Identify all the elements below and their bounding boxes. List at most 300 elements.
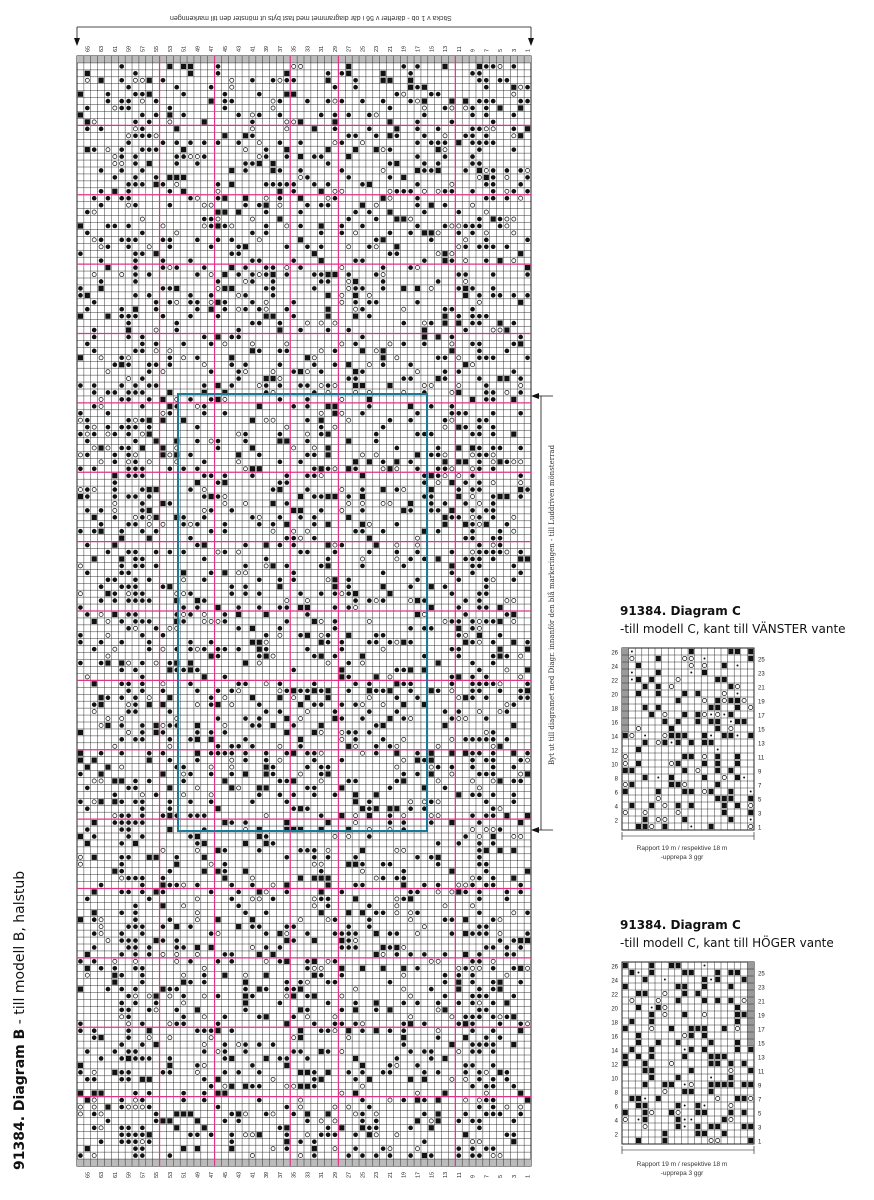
stitch-filled — [257, 591, 262, 596]
stitch-filled — [112, 577, 117, 582]
stitch-dot — [690, 1119, 692, 1121]
stitch-square — [284, 1021, 289, 1026]
stitch-filled — [223, 106, 228, 111]
stitch-filled — [346, 931, 351, 936]
stitch-filled — [511, 293, 516, 298]
stitch-filled — [477, 1119, 482, 1124]
stitch-filled — [477, 987, 482, 992]
stitch-filled — [154, 529, 159, 534]
stitch-square — [291, 508, 296, 513]
stitch-filled — [450, 647, 455, 652]
stitch-filled — [133, 314, 138, 319]
stitch-filled — [284, 1105, 289, 1110]
stitch-filled — [229, 584, 234, 589]
stitch-square — [312, 993, 317, 998]
stitch-filled — [112, 487, 117, 492]
stitch-filled — [195, 307, 200, 312]
stitch-filled — [188, 300, 193, 305]
stitch-filled — [415, 120, 420, 125]
stitch-filled — [477, 897, 482, 902]
stitch-filled — [484, 577, 489, 582]
stitch-square — [456, 626, 461, 631]
stitch-filled — [202, 557, 207, 562]
stitch-filled — [223, 675, 228, 680]
stitch-filled — [360, 182, 365, 187]
stitch-square — [312, 619, 317, 624]
stitch-square — [456, 425, 461, 430]
stitch-square — [167, 1118, 172, 1123]
stitch-filled — [436, 279, 441, 284]
stitch-square — [160, 418, 165, 423]
stitch-filled — [491, 515, 496, 520]
stitch-filled — [126, 466, 131, 471]
stitch-filled — [85, 494, 90, 499]
stitch-filled — [353, 342, 358, 347]
row-number-left: 2 — [614, 1132, 618, 1139]
col-number-bottom: 43 — [236, 1171, 243, 1178]
stitch-square — [511, 431, 516, 436]
stitch-dot — [750, 819, 752, 821]
stitch-filled — [470, 1146, 475, 1151]
stitch-square — [92, 820, 97, 825]
stitch-filled — [264, 231, 269, 236]
col-number-bottom: 1 — [525, 1174, 532, 1178]
stitch-filled — [505, 737, 510, 742]
stitch-filled — [112, 598, 117, 603]
stitch-square — [742, 719, 747, 724]
stitch-filled — [401, 1042, 406, 1047]
stitch-filled — [477, 480, 482, 485]
stitch-filled — [470, 1021, 475, 1026]
stitch-filled — [202, 217, 207, 222]
stitch-square — [629, 1047, 634, 1052]
stitch-square — [160, 501, 165, 506]
stitch-square — [470, 397, 475, 402]
stitch-filled — [401, 772, 406, 777]
stitch-filled — [195, 841, 200, 846]
stitch-filled — [250, 120, 255, 125]
stitch-filled — [326, 1028, 331, 1033]
stitch-filled — [154, 1001, 159, 1006]
stitch-square — [264, 203, 269, 208]
stitch-filled — [484, 418, 489, 423]
stitch-filled — [78, 772, 83, 777]
stitch-square — [629, 803, 634, 808]
stitch-square — [325, 452, 330, 457]
row-number-left: 12 — [611, 1062, 618, 1069]
stitch-filled — [147, 494, 152, 499]
stitch-filled — [223, 224, 228, 229]
stitch-filled — [477, 994, 482, 999]
stitch-dot — [631, 679, 633, 681]
stitch-filled — [133, 779, 138, 784]
stitch-square — [270, 723, 275, 728]
stitch-filled — [243, 203, 248, 208]
stitch-filled — [133, 133, 138, 138]
stitch-filled — [112, 175, 117, 180]
stitch-square — [636, 991, 641, 996]
stitch-filled — [395, 487, 400, 492]
stitch-filled — [181, 765, 186, 770]
stitch-filled — [140, 661, 145, 666]
stitch-square — [188, 667, 193, 672]
stitch-filled — [511, 1132, 516, 1137]
stitch-filled — [518, 182, 523, 187]
stitch-square — [676, 761, 681, 766]
stitch-filled — [422, 1049, 427, 1054]
stitch-filled — [477, 1070, 482, 1075]
stitch-filled — [463, 1070, 468, 1075]
stitch-filled — [450, 550, 455, 555]
stitch-filled — [333, 127, 338, 132]
stitch-filled — [319, 765, 324, 770]
stitch-square — [497, 986, 502, 991]
stitch-square — [709, 1040, 714, 1045]
stitch-filled — [119, 973, 124, 978]
stitch-filled — [429, 501, 434, 506]
col-number-bottom: 5 — [498, 1174, 505, 1178]
stitch-square — [636, 663, 641, 668]
stitch-filled — [305, 806, 310, 811]
stitch-square — [305, 695, 310, 700]
stitch-square — [243, 660, 248, 665]
stitch-filled — [216, 71, 221, 76]
stitch-filled — [443, 709, 448, 714]
stitch-square — [243, 841, 248, 846]
stitch-filled — [126, 446, 131, 451]
stitch-filled — [106, 99, 111, 104]
stitch-filled — [106, 224, 111, 229]
stitch-filled — [195, 522, 200, 527]
stitch-filled — [477, 1105, 482, 1110]
stitch-filled — [92, 1028, 97, 1033]
stitch-filled — [202, 598, 207, 603]
stitch-filled — [168, 244, 173, 249]
stitch-filled — [119, 355, 124, 360]
stitch-square — [98, 695, 103, 700]
stitch-filled — [415, 466, 420, 471]
stitch-filled — [140, 890, 145, 895]
stitch-filled — [291, 543, 296, 548]
stitch-filled — [312, 182, 317, 187]
stitch-square — [284, 71, 289, 76]
stitch-square — [209, 945, 214, 950]
stitch-filled — [147, 272, 152, 277]
stitch-square — [195, 723, 200, 728]
stitch-square — [209, 737, 214, 742]
stitch-filled — [470, 140, 475, 145]
stitch-filled — [477, 147, 482, 152]
stitch-filled — [491, 1084, 496, 1089]
stitch-square — [353, 459, 358, 464]
stitch-square — [401, 1035, 406, 1040]
stitch-filled — [271, 522, 276, 527]
stitch-filled — [367, 244, 372, 249]
stitch-filled — [243, 1042, 248, 1047]
stitch-filled — [257, 1098, 262, 1103]
stitch-filled — [229, 883, 234, 888]
stitch-dot — [710, 1077, 712, 1079]
stitch-filled — [491, 661, 496, 666]
stitch-filled — [216, 744, 221, 749]
stitch-filled — [484, 716, 489, 721]
stitch-filled — [229, 952, 234, 957]
stitch-filled — [278, 515, 283, 520]
stitch-filled — [484, 355, 489, 360]
stitch-square — [682, 991, 687, 996]
stitch-filled — [133, 71, 138, 76]
stitch-filled — [264, 272, 269, 277]
col-number-bottom: 65 — [85, 1171, 92, 1178]
stitch-square — [497, 605, 502, 610]
stitch-filled — [339, 640, 344, 645]
stitch-square — [119, 660, 124, 665]
stitch-filled — [319, 494, 324, 499]
stitch-square — [174, 924, 179, 929]
stitch-filled — [209, 508, 214, 513]
stitch-filled — [395, 446, 400, 451]
stitch-square — [662, 824, 667, 829]
stitch-square — [463, 522, 468, 527]
stitch-filled — [140, 980, 145, 985]
stitch-square — [140, 1077, 145, 1082]
stitch-square — [92, 515, 97, 520]
stitch-filled — [491, 1063, 496, 1068]
stitch-filled — [422, 342, 427, 347]
stitch-square — [636, 747, 641, 752]
row-number-left: 10 — [611, 1076, 618, 1083]
stitch-filled — [415, 140, 420, 145]
stitch-filled — [360, 564, 365, 569]
stitch-square — [689, 649, 694, 654]
stitch-filled — [284, 1146, 289, 1151]
stitch-filled — [243, 161, 248, 166]
stitch-square — [264, 653, 269, 658]
stitch-filled — [119, 147, 124, 152]
stitch-filled — [388, 820, 393, 825]
stitch-filled — [229, 751, 234, 756]
stitch-filled — [422, 168, 427, 173]
stitch-filled — [491, 508, 496, 513]
stitch-filled — [126, 682, 131, 687]
stitch-filled — [319, 231, 324, 236]
stitch-square — [715, 698, 720, 703]
stitch-filled — [188, 640, 193, 645]
diagram-c-right-caption-1: Rapport 19 m / respektive 18 m — [636, 1161, 728, 1168]
stitch-filled — [346, 376, 351, 381]
stitch-filled — [298, 1139, 303, 1144]
stitch-filled — [250, 279, 255, 284]
stitch-square — [497, 647, 502, 652]
col-number-top: 65 — [85, 45, 92, 52]
stitch-square — [709, 1124, 714, 1129]
stitch-filled — [312, 473, 317, 478]
stitch-square — [167, 64, 172, 69]
stitch-square — [346, 466, 351, 471]
stitch-filled — [284, 751, 289, 756]
stitch-filled — [154, 626, 159, 631]
stitch-filled — [470, 1084, 475, 1089]
stitch-filled — [463, 133, 468, 138]
col-number-top: 43 — [236, 45, 243, 52]
stitch-filled — [271, 286, 276, 291]
stitch-square — [147, 92, 152, 97]
stitch-filled — [339, 99, 344, 104]
stitch-filled — [133, 938, 138, 943]
stitch-filled — [456, 577, 461, 582]
stitch-filled — [119, 397, 124, 402]
stitch-filled — [250, 321, 255, 326]
stitch-square — [682, 1012, 687, 1017]
stitch-square — [436, 1111, 441, 1116]
stitch-filled — [408, 584, 413, 589]
stitch-filled — [257, 258, 262, 263]
stitch-square — [649, 1012, 654, 1017]
stitch-square — [518, 820, 523, 825]
stitch-filled — [353, 529, 358, 534]
stitch-filled — [78, 633, 83, 638]
stitch-square — [222, 778, 227, 783]
stitch-filled — [119, 619, 124, 624]
stitch-filled — [312, 1070, 317, 1075]
stitch-filled — [470, 1042, 475, 1047]
stitch-filled — [429, 494, 434, 499]
stitch-filled — [257, 1070, 262, 1075]
stitch-square — [332, 584, 337, 589]
stitch-filled — [216, 314, 221, 319]
stitch-filled — [133, 1049, 138, 1054]
stitch-filled — [477, 446, 482, 451]
stitch-filled — [360, 369, 365, 374]
stitch-square — [167, 667, 172, 672]
stitch-square — [325, 404, 330, 409]
stitch-square — [518, 1028, 523, 1033]
stitch-filled — [195, 439, 200, 444]
stitch-square — [284, 820, 289, 825]
stitch-square — [202, 1125, 207, 1130]
stitch-square — [257, 640, 262, 645]
stitch-filled — [140, 1056, 145, 1061]
stitch-filled — [298, 550, 303, 555]
stitch-filled — [298, 848, 303, 853]
stitch-filled — [140, 966, 145, 971]
stitch-filled — [525, 189, 530, 194]
stitch-filled — [229, 1132, 234, 1137]
stitch-square — [257, 889, 262, 894]
stitch-filled — [202, 404, 207, 409]
stitch-square — [636, 761, 641, 766]
stitch-square — [174, 1111, 179, 1116]
stitch-filled — [429, 404, 434, 409]
row-number-right: 5 — [758, 797, 762, 804]
stitch-square — [636, 1138, 641, 1143]
stitch-filled — [305, 473, 310, 478]
stitch-filled — [312, 286, 317, 291]
stitch-square — [394, 244, 399, 249]
stitch-filled — [415, 1001, 420, 1006]
stitch-dot — [690, 826, 692, 828]
stitch-filled — [456, 314, 461, 319]
stitch-square — [153, 938, 158, 943]
stitch-filled — [133, 175, 138, 180]
stitch-filled — [99, 883, 104, 888]
stitch-filled — [319, 508, 324, 513]
stitch-filled — [168, 661, 173, 666]
stitch-square — [429, 230, 434, 235]
stitch-filled — [415, 577, 420, 582]
stitch-filled — [470, 1119, 475, 1124]
stitch-filled — [147, 397, 152, 402]
stitch-square — [160, 397, 165, 402]
stitch-filled — [126, 244, 131, 249]
stitch-filled — [223, 1119, 228, 1124]
stitch-filled — [484, 682, 489, 687]
stitch-filled — [278, 397, 283, 402]
stitch-square — [360, 348, 365, 353]
stitch-filled — [312, 466, 317, 471]
stitch-square — [236, 612, 241, 617]
stitch-square — [188, 71, 193, 76]
stitch-filled — [264, 154, 269, 159]
stitch-filled — [491, 876, 496, 881]
stitch-filled — [511, 938, 516, 943]
stitch-filled — [278, 709, 283, 714]
stitch-square — [702, 1026, 707, 1031]
stitch-filled — [408, 1126, 413, 1131]
stitch-filled — [367, 806, 372, 811]
stitch-filled — [339, 716, 344, 721]
stitch-square — [85, 1097, 90, 1102]
stitch-square — [98, 771, 103, 776]
stitch-filled — [216, 480, 221, 485]
stitch-filled — [181, 92, 186, 97]
stitch-square — [491, 216, 496, 221]
stitch-filled — [353, 1021, 358, 1026]
col-number-top: 19 — [401, 45, 408, 52]
stitch-filled — [443, 307, 448, 312]
stitch-filled — [147, 383, 152, 388]
stitch-square — [463, 286, 468, 291]
stitch-filled — [443, 973, 448, 978]
stitch-filled — [195, 1132, 200, 1137]
stitch-filled — [126, 1015, 131, 1020]
stitch-filled — [209, 397, 214, 402]
stitch-filled — [133, 820, 138, 825]
stitch-square — [728, 1082, 733, 1087]
stitch-filled — [312, 1139, 317, 1144]
stitch-filled — [305, 453, 310, 458]
stitch-square — [408, 667, 413, 672]
stitch-filled — [450, 571, 455, 576]
stitch-square — [456, 459, 461, 464]
stitch-filled — [284, 890, 289, 895]
stitch-filled — [484, 931, 489, 936]
stitch-filled — [112, 460, 117, 465]
stitch-filled — [243, 751, 248, 756]
stitch-square — [312, 126, 317, 131]
stitch-square — [312, 959, 317, 964]
stitch-square — [298, 508, 303, 513]
stitch-square — [277, 438, 282, 443]
stitch-filled — [484, 737, 489, 742]
stitch-square — [353, 862, 358, 867]
stitch-filled — [381, 862, 386, 867]
stitch-filled — [511, 952, 516, 957]
stitch-filled — [133, 466, 138, 471]
stitch-filled — [436, 508, 441, 513]
stitch-filled — [298, 744, 303, 749]
stitch-filled — [395, 779, 400, 784]
